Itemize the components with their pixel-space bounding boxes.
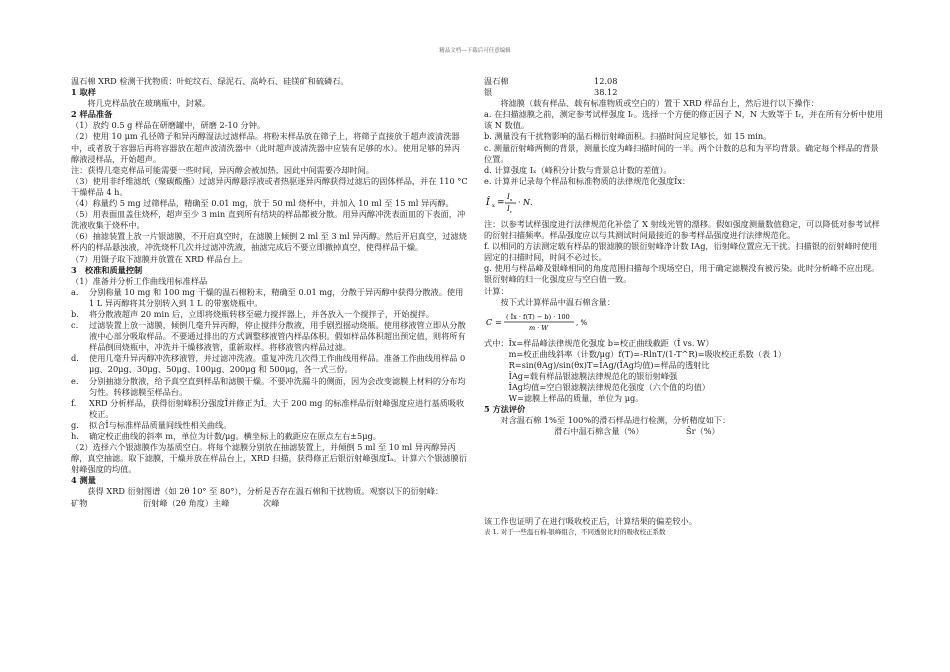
table-row [484, 76, 884, 87]
list-text: 分别抽滤分散液，给予真空直到样品和滤膜干燥。不要冲洗漏斗的侧面，因为会改变滤膜上材料的分布均匀性。转移滤膜至样品台。 [89, 375, 466, 397]
s3-list-item [71, 309, 468, 320]
section-4-text: 获得 XRD 衍射图谱（如 2θ 10° 至 80°），分析是否存在温石棉和干扰物质。观察以下的衍射峰： [87, 486, 444, 497]
list-text: 使用几毫升异丙醇冲洗移液管，并过滤冲洗液。重复冲洗几次得工作曲线用样品。准备工作曲线用样品 0 μg、20μg、30μg、50μg、100μg、200μg 和 500μg，各一式三份。 [89, 353, 466, 375]
section-3-title: 3 校准和质量控制 [71, 264, 143, 275]
where-line: W=滤膜上样品的质量，单位为 μg。 [508, 393, 644, 404]
list-text: 过滤装置上放一滤膜，倾倒几毫升异丙醇，停止搅拌分散液，用手剧烈摇动烧瓶。使用移液管立即从分散液中心部分吸取样品。不要通过排出的方式调整移液管内样品体积。假如样品体积超出预定值，则将所有样品倒回烧瓶中，冲洗并干燥移液管，重新取样。将移液管内样品过滤。 [89, 320, 466, 353]
svg-text:C: C [486, 317, 493, 327]
s2-item: （4）称量约 5 mg 过筛样品，精确至 0.01 mg，放于 50 ml 烧杯中，并加入 10 ml 至 15 ml 异丙醇。 [71, 198, 454, 209]
svg-text:=: = [495, 317, 502, 327]
s2-item: （3）使用非纤维滤纸（聚碳酸酯）过滤异丙醇悬浮液或者热驱逐异丙醇获得过滤后的固体样品，并在 110 °C 干燥样品 4 h。 [71, 175, 468, 197]
table-1-caption: 表 1. 对于一些温石棉-银峰组合，不同透射比时的吸收校正系数 [484, 527, 666, 536]
where-line: 式中：Îx=样品峰法律规范化强度 b=校正曲线截距（Î̂ vs. W） [484, 337, 714, 348]
list-text: XRD 分析样品，获得衍射峰积分强度Î̂并修正为Î̂。大于 200 mg 的标准样品衍射峰强度应进行基质吸收校正。 [89, 397, 465, 419]
s3-list-item [71, 353, 468, 375]
calc-intro: 按下式计算样品中温石棉含量： [500, 296, 616, 307]
list-marker: c. [71, 320, 79, 331]
procedure-step: b. 测量没有干扰物影响的温石棉衍射峰面积。扫描时间应足够长，如 15 min。 [484, 131, 772, 142]
svg-text:x: x [492, 202, 495, 209]
page-header: 精品文档---下载后可任意编辑 [439, 48, 511, 54]
table-cell: 银 [484, 87, 493, 98]
section-2-title: 2 样品准备 [71, 109, 113, 120]
s3-list-item [71, 420, 468, 431]
svg-text:I: I [507, 204, 510, 213]
procedure-step: a. 在扫描滤膜之前，测定参考试样强度 Iᵣ。选择一个方便的修正因子 N，N 大致等于 Iᵣ，并在所有分析中使用该 N 数值。 [484, 109, 884, 131]
svg-text:=: = [497, 197, 505, 208]
formula-image [484, 191, 544, 213]
svg-text:x: x [510, 196, 513, 202]
s3-list-item [71, 287, 468, 309]
procedure-step: e. 计算并记录每个样品和标准物质的法律规范化强度Îx： [484, 175, 691, 186]
list-marker: h. [71, 431, 79, 441]
svg-text:N: N [523, 197, 530, 207]
table-row [484, 87, 884, 98]
section-1-text: 将几克样品放在玻璃瓶中，封紧。 [87, 98, 211, 109]
left-column [71, 76, 468, 509]
svg-text:m · W: m · W [529, 323, 549, 332]
list-text: 拟合Î̂与标准样品质量间线性相关曲线。 [89, 419, 232, 430]
procedure-step: d. 计算强度 Iₓ（峰积分计数与背景总计数的差值）。 [484, 164, 672, 175]
table-cell: 温石棉 [484, 76, 509, 86]
table-header-cell: 衍射峰（2θ 角度）主峰 [143, 497, 230, 508]
content-formula [484, 311, 884, 333]
svg-text:( Îx · f(T) − b) · 100: ( Îx · f(T) − b) · 100 [506, 312, 570, 321]
section-4-title: 4 测量 [71, 475, 96, 486]
list-marker: b. [71, 308, 79, 319]
normalization-formula [484, 191, 884, 213]
svg-text:I: I [507, 192, 510, 201]
s3-subtitle: （1）准备并分析工作曲线用标准样品 [71, 275, 208, 286]
conclusion-text: 该工作也证明了在进行吸收校正后，计算结果的偏差较小。 [484, 515, 697, 526]
list-marker: f. [71, 397, 77, 408]
s2-note: 注：获得几毫克样品可能需要一些时间，异丙醇会被加热，因此中间需要冷却时间。 [71, 164, 374, 175]
s2-item: （2）使用 10 μm 孔径筛子和异丙醇湿法过滤样品。将粉末样品放在筛子上，将筛子直接放于超声波清洗器中，或者放于容器后再将容器放在超声波清洗器中（此时超声波清洗器中应装有足够的水）。使用足够的异丙醇液浸样品，开始超声。 [71, 131, 460, 164]
s2-item: （7）用镊子取下滤膜并放置在 XRD 样品台上。 [71, 253, 248, 264]
list-marker: g. [71, 419, 79, 430]
procedure-intro: 将滤膜（载有样品、载有标准物质或空白的）置于 XRD 样品台上，然后进行以下操作： [500, 98, 819, 109]
where-line: Î̂Ag均值=空白银滤膜法律规范化强度（六个值的均值） [508, 382, 710, 393]
formula-image [484, 311, 594, 333]
right-column [484, 76, 884, 538]
procedure-step: c. 测量衍射峰两侧的背景，测量长度为峰扫描时间的一半。两个计数的总和为平均背景。确定每个样品的背景位置。 [484, 142, 879, 164]
svg-text:Î: Î [486, 197, 490, 208]
where-line: ÎAg=载有样品银滤膜法律规范化的银衍射峰强 [508, 370, 678, 381]
s3-list-item [71, 398, 468, 420]
where-line: R=sin(θAg)/sin(θx)T=ÎAg/(Î̂Ag均值)=样品的透射比 [508, 359, 710, 370]
table-header-cell: 矿物 [71, 497, 88, 508]
procedure-step: f. 以相同的方法测定载有样品的银滤膜的银衍射峰净计数 IAg，衍射峰位置应无干扰。扫描银的衍射峰时使用固定的扫描时间，时间不必过长。 [484, 241, 878, 263]
list-text: 确定校正曲线的斜率 m，单位为计数/μg。横坐标上的截距应在原点左右±5μg。 [89, 431, 381, 441]
procedure-step: g. 使用与样品峰及银峰相同的角度范围扫描每个现场空白，用于确定滤膜没有被污染。此时分析峰不应出现。银衍射峰的归一化强度应与空白值一致。 [484, 263, 880, 285]
where-line: m=校正曲线斜率（计数/μg）f(T)=-RlnT/(1-T^R)=吸收校正系数（表 1） [508, 348, 787, 359]
precision-table-header [484, 426, 884, 437]
list-marker: a. [71, 286, 79, 297]
s2-item: （6）抽滤装置上放一片银滤膜，不开启真空时，在滤膜上倾倒 2 ml 至 3 ml 异丙醇。然后开启真空，过滤烧杯内的样品悬浊液，冲洗烧杯几次并过滤冲洗液，抽滤完成后不要立即撤掉真空，使得样品干燥。 [71, 231, 467, 253]
section-1-title: 1 取样 [71, 87, 96, 98]
table-header-cell: Ŝr（%） [686, 426, 720, 437]
s3-list-item [71, 431, 468, 442]
peak-table-header [71, 498, 468, 509]
list-marker: e. [71, 375, 79, 386]
section-5-text: 对含温石棉 1%至 100%的滑石样品进行检测，分析精度如下： [500, 415, 731, 426]
list-marker: d. [71, 353, 79, 364]
table-cell: 12.08 [594, 76, 618, 86]
list-text: 分别称量 10 mg 和 100 mg 干燥的温石棉粉末，精确至 0.01 mg，分散于异丙醇中获得分散液。使用 1 L 异丙醇将其分别转入到 1 L 的带塞烧瓶中。 [89, 286, 464, 308]
s3-subtitle-2: （2）选择六个银滤膜作为基质空白。将每个滤膜分别放在抽滤装置上，并倾倒 5 ml 至 10 ml 异丙醇异丙醇，真空抽滤。取下滤膜，干燥并放在样品台上，XRD 扫描，获得修正后银衍射峰强度Î̂ₐ。计算六个银滤膜衍射峰强度的均值。 [71, 442, 467, 475]
table-header-cell: 滑石中温石棉含量（%） [554, 426, 644, 437]
s2-item: （1）放约 0.5 g 样品在研磨罐中，研磨 2-10 分钟。 [71, 120, 266, 131]
calc-label: 计算： [484, 285, 509, 296]
s3-list-item [71, 376, 468, 398]
table-cell: 38.12 [594, 87, 618, 98]
note-paragraph: 注：以参考试样强度进行法律规范化补偿了 X 射线光管的漂移。假如强度测量数值稳定，可以降低对参考试样的衍射扫描频率。样品强度应以与其测试时间最接近的参考样品强度进行法律规范化。 [484, 218, 880, 241]
list-text: 将分散液超声 20 min 后，立即将烧瓶转移至磁力搅拌器上，并各放入一个搅拌子，开始搅拌。 [89, 308, 435, 319]
svg-text:, %: , % [576, 318, 588, 327]
intro-text: 温石棉 XRD 检测干扰物质：叶蛇纹石、绿泥石、高岭石、硅镁矿和硫磷石。 [71, 76, 349, 86]
s2-item: （5）用表面皿盖住烧杯，超声至少 3 min 直到所有结块的样品都被分散。用异丙醇冲洗表面皿的下表面，冲洗液收集于烧杯中。 [71, 209, 466, 231]
svg-text:r: r [510, 208, 512, 213]
section-5-title: 5 方法评价 [484, 404, 526, 415]
svg-text:.: . [530, 197, 533, 207]
s3-list-item [71, 320, 468, 353]
table-header-cell: 次峰 [263, 497, 280, 508]
svg-text:·: · [518, 197, 521, 207]
